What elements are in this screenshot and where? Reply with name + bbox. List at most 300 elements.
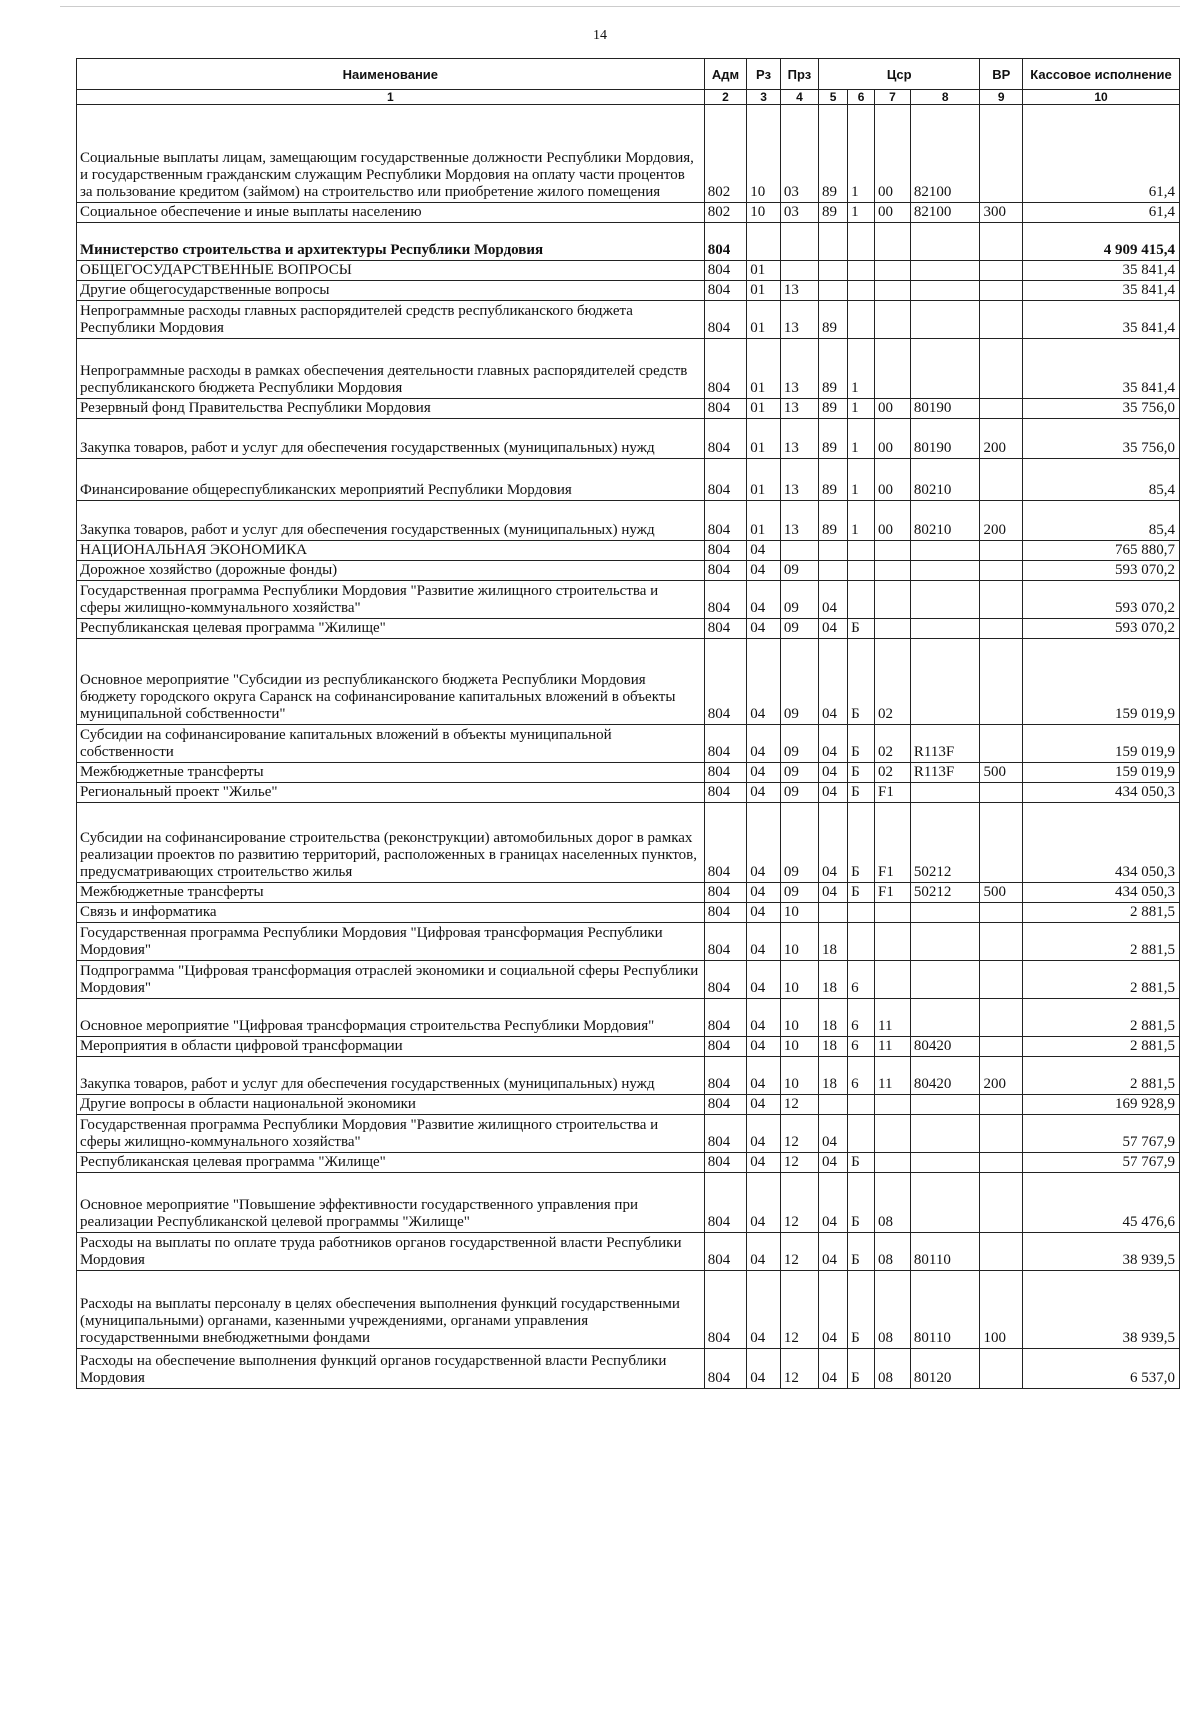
row-csr-program xyxy=(819,261,848,281)
row-adm: 804 xyxy=(704,339,747,399)
row-name: Региональный проект "Жилье" xyxy=(77,783,705,803)
row-csr-program: 18 xyxy=(819,961,848,999)
row-rz: 01 xyxy=(747,261,781,281)
row-prz: 13 xyxy=(780,399,818,419)
row-csr-program: 89 xyxy=(819,501,848,541)
col-index: 9 xyxy=(980,90,1023,105)
row-rz: 04 xyxy=(747,581,781,619)
row-csr-direction: 80120 xyxy=(910,1349,980,1389)
row-rz: 01 xyxy=(747,281,781,301)
table-row xyxy=(77,1153,1180,1173)
row-vr xyxy=(980,1349,1023,1389)
row-prz: 10 xyxy=(780,1037,818,1057)
table-row xyxy=(77,1349,1180,1389)
row-csr-program: 89 xyxy=(819,203,848,223)
row-vr xyxy=(980,803,1023,883)
budget-table xyxy=(76,58,1180,1389)
row-rz: 01 xyxy=(747,301,781,339)
row-vr xyxy=(980,1037,1023,1057)
row-csr-direction xyxy=(910,1173,980,1233)
row-amount: 35 841,4 xyxy=(1023,301,1180,339)
row-csr-event: 02 xyxy=(875,639,911,725)
row-csr-direction xyxy=(910,561,980,581)
row-adm: 804 xyxy=(704,399,747,419)
row-amount: 35 841,4 xyxy=(1023,281,1180,301)
row-vr xyxy=(980,1173,1023,1233)
row-csr-program: 04 xyxy=(819,1271,848,1349)
row-csr-program: 04 xyxy=(819,581,848,619)
row-adm: 804 xyxy=(704,1349,747,1389)
row-csr-event: F1 xyxy=(875,883,911,903)
col-index: 10 xyxy=(1023,90,1180,105)
row-name: Расходы на обеспечение выполнения функций органов государственной власти Республики Мордовия xyxy=(77,1349,705,1389)
row-prz: 09 xyxy=(780,763,818,783)
row-prz xyxy=(780,541,818,561)
row-csr-event: F1 xyxy=(875,803,911,883)
table-row xyxy=(77,1173,1180,1233)
row-name: Межбюджетные трансферты xyxy=(77,883,705,903)
row-prz: 12 xyxy=(780,1233,818,1271)
row-csr-subprogram: Б xyxy=(848,803,875,883)
row-rz: 01 xyxy=(747,339,781,399)
row-prz xyxy=(780,261,818,281)
row-adm: 804 xyxy=(704,281,747,301)
row-csr-direction: 82100 xyxy=(910,203,980,223)
col-index: 6 xyxy=(848,90,875,105)
table-row xyxy=(77,301,1180,339)
row-csr-subprogram: 1 xyxy=(848,339,875,399)
row-vr: 200 xyxy=(980,1057,1023,1095)
row-rz: 04 xyxy=(747,883,781,903)
row-rz: 01 xyxy=(747,419,781,459)
row-vr xyxy=(980,1233,1023,1271)
row-rz: 01 xyxy=(747,399,781,419)
row-amount: 2 881,5 xyxy=(1023,923,1180,961)
table-row xyxy=(77,281,1180,301)
row-csr-subprogram: 1 xyxy=(848,419,875,459)
row-rz: 04 xyxy=(747,725,781,763)
row-rz: 01 xyxy=(747,501,781,541)
row-csr-subprogram: 1 xyxy=(848,459,875,501)
row-adm: 804 xyxy=(704,1037,747,1057)
row-adm: 804 xyxy=(704,1057,747,1095)
row-csr-direction: 80210 xyxy=(910,501,980,541)
row-vr xyxy=(980,459,1023,501)
row-csr-program xyxy=(819,1095,848,1115)
row-name: Межбюджетные трансферты xyxy=(77,763,705,783)
table-row xyxy=(77,961,1180,999)
row-csr-program: 18 xyxy=(819,923,848,961)
row-csr-direction: 80420 xyxy=(910,1037,980,1057)
row-csr-program: 04 xyxy=(819,883,848,903)
row-amount: 2 881,5 xyxy=(1023,1037,1180,1057)
row-name: Непрограммные расходы в рамках обеспечения деятельности главных распорядителей средств республиканского бюджета Республики Мордовия xyxy=(77,339,705,399)
row-csr-direction: 82100 xyxy=(910,105,980,203)
row-amount: 593 070,2 xyxy=(1023,581,1180,619)
row-csr-event: 00 xyxy=(875,203,911,223)
row-csr-event xyxy=(875,923,911,961)
row-name: Связь и информатика xyxy=(77,903,705,923)
table-body xyxy=(77,105,1180,1389)
row-adm: 804 xyxy=(704,1095,747,1115)
row-csr-direction: 80110 xyxy=(910,1271,980,1349)
row-prz: 12 xyxy=(780,1349,818,1389)
row-vr xyxy=(980,903,1023,923)
row-name: Другие общегосударственные вопросы xyxy=(77,281,705,301)
row-prz: 03 xyxy=(780,203,818,223)
row-csr-subprogram: Б xyxy=(848,639,875,725)
row-rz: 04 xyxy=(747,1271,781,1349)
row-name: Социальное обеспечение и иные выплаты населению xyxy=(77,203,705,223)
row-rz: 04 xyxy=(747,999,781,1037)
header-row xyxy=(77,59,1180,90)
table-row xyxy=(77,419,1180,459)
row-name: Субсидии на софинансирование капитальных вложений в объекты муниципальной собственности xyxy=(77,725,705,763)
row-prz: 10 xyxy=(780,961,818,999)
col-index: 3 xyxy=(747,90,781,105)
row-csr-subprogram xyxy=(848,1115,875,1153)
row-vr xyxy=(980,999,1023,1037)
row-adm: 804 xyxy=(704,783,747,803)
row-amount: 45 476,6 xyxy=(1023,1173,1180,1233)
row-amount: 38 939,5 xyxy=(1023,1233,1180,1271)
row-prz: 12 xyxy=(780,1153,818,1173)
row-adm: 804 xyxy=(704,961,747,999)
table-row xyxy=(77,105,1180,203)
row-csr-program xyxy=(819,281,848,301)
row-csr-event xyxy=(875,261,911,281)
table-row xyxy=(77,339,1180,399)
header-csr: Цср xyxy=(819,59,980,90)
row-amount: 35 756,0 xyxy=(1023,419,1180,459)
row-vr xyxy=(980,725,1023,763)
row-prz: 09 xyxy=(780,561,818,581)
row-csr-direction xyxy=(910,1115,980,1153)
row-csr-direction xyxy=(910,541,980,561)
row-rz: 04 xyxy=(747,803,781,883)
row-amount: 434 050,3 xyxy=(1023,803,1180,883)
row-adm: 804 xyxy=(704,803,747,883)
row-adm: 804 xyxy=(704,261,747,281)
row-amount: 61,4 xyxy=(1023,203,1180,223)
row-name: Расходы на выплаты персоналу в целях обеспечения выполнения функций государственными (муниципальными) органами, казенными учреждениями, органами управления государственными внебюджетными фондами xyxy=(77,1271,705,1349)
table-row xyxy=(77,261,1180,281)
row-csr-program: 89 xyxy=(819,459,848,501)
row-csr-subprogram xyxy=(848,581,875,619)
row-csr-direction xyxy=(910,281,980,301)
row-csr-program: 04 xyxy=(819,803,848,883)
row-csr-direction xyxy=(910,923,980,961)
row-name: Расходы на выплаты по оплате труда работников органов государственной власти Республики Мордовия xyxy=(77,1233,705,1271)
row-csr-event: 08 xyxy=(875,1173,911,1233)
col-index: 8 xyxy=(910,90,980,105)
row-vr: 200 xyxy=(980,419,1023,459)
row-csr-direction: 80420 xyxy=(910,1057,980,1095)
row-csr-direction xyxy=(910,619,980,639)
row-csr-program xyxy=(819,561,848,581)
row-csr-direction: 80190 xyxy=(910,399,980,419)
row-csr-direction xyxy=(910,581,980,619)
row-prz: 09 xyxy=(780,803,818,883)
row-csr-subprogram xyxy=(848,281,875,301)
row-vr xyxy=(980,1115,1023,1153)
row-prz: 09 xyxy=(780,883,818,903)
row-adm: 804 xyxy=(704,223,747,261)
row-csr-subprogram: Б xyxy=(848,783,875,803)
table-row xyxy=(77,501,1180,541)
row-amount: 593 070,2 xyxy=(1023,619,1180,639)
row-rz: 10 xyxy=(747,203,781,223)
row-csr-event: 00 xyxy=(875,459,911,501)
row-csr-direction xyxy=(910,301,980,339)
row-csr-program: 04 xyxy=(819,725,848,763)
row-name: Государственная программа Республики Мордовия "Развитие жилищного строительства и сферы жилищно-коммунального хозяйства" xyxy=(77,581,705,619)
row-csr-event: 08 xyxy=(875,1349,911,1389)
row-name: Республиканская целевая программа "Жилище" xyxy=(77,1153,705,1173)
row-rz: 04 xyxy=(747,1153,781,1173)
row-csr-direction xyxy=(910,783,980,803)
row-csr-event xyxy=(875,961,911,999)
table-row xyxy=(77,561,1180,581)
row-csr-event xyxy=(875,223,911,261)
row-name: Финансирование общереспубликанских мероприятий Республики Мордовия xyxy=(77,459,705,501)
row-csr-subprogram xyxy=(848,261,875,281)
row-adm: 804 xyxy=(704,1153,747,1173)
header-name: Наименование xyxy=(77,59,705,90)
row-prz: 10 xyxy=(780,999,818,1037)
row-name: Республиканская целевая программа "Жилище" xyxy=(77,619,705,639)
row-name: Субсидии на софинансирование строительства (реконструкции) автомобильных дорог в рамках реализации проектов по развитию территорий, расположенных в границах населенных пунктов, предусматривающих строительство жилья xyxy=(77,803,705,883)
row-csr-direction xyxy=(910,223,980,261)
row-amount: 2 881,5 xyxy=(1023,961,1180,999)
row-name: Закупка товаров, работ и услуг для обеспечения государственных (муниципальных) нужд xyxy=(77,1057,705,1095)
row-adm: 802 xyxy=(704,105,747,203)
row-csr-subprogram: Б xyxy=(848,1153,875,1173)
row-csr-program: 04 xyxy=(819,1349,848,1389)
row-adm: 804 xyxy=(704,903,747,923)
row-csr-program: 04 xyxy=(819,1115,848,1153)
row-csr-direction xyxy=(910,1153,980,1173)
row-vr xyxy=(980,223,1023,261)
row-rz: 04 xyxy=(747,1037,781,1057)
row-csr-event xyxy=(875,1095,911,1115)
row-prz: 09 xyxy=(780,581,818,619)
col-index: 5 xyxy=(819,90,848,105)
row-csr-subprogram: 6 xyxy=(848,999,875,1037)
row-rz: 04 xyxy=(747,783,781,803)
row-csr-subprogram xyxy=(848,903,875,923)
row-adm: 804 xyxy=(704,301,747,339)
row-csr-subprogram: Б xyxy=(848,883,875,903)
row-adm: 802 xyxy=(704,203,747,223)
row-vr xyxy=(980,301,1023,339)
row-amount: 159 019,9 xyxy=(1023,763,1180,783)
row-name: Подпрограмма "Цифровая трансформация отраслей экономики и социальной сферы Республики Мордовия" xyxy=(77,961,705,999)
row-prz: 09 xyxy=(780,619,818,639)
row-csr-subprogram xyxy=(848,223,875,261)
row-adm: 804 xyxy=(704,725,747,763)
row-vr xyxy=(980,639,1023,725)
row-name: Мероприятия в области цифровой трансформации xyxy=(77,1037,705,1057)
row-csr-subprogram: 1 xyxy=(848,105,875,203)
row-vr: 300 xyxy=(980,203,1023,223)
row-csr-subprogram: Б xyxy=(848,1173,875,1233)
row-prz: 10 xyxy=(780,1057,818,1095)
row-vr xyxy=(980,619,1023,639)
row-amount: 4 909 415,4 xyxy=(1023,223,1180,261)
column-index-row xyxy=(77,90,1180,105)
row-name: Дорожное хозяйство (дорожные фонды) xyxy=(77,561,705,581)
table-row xyxy=(77,883,1180,903)
row-csr-direction: R113F xyxy=(910,763,980,783)
row-csr-program xyxy=(819,903,848,923)
row-adm: 804 xyxy=(704,923,747,961)
row-csr-direction: 50212 xyxy=(910,803,980,883)
row-vr xyxy=(980,1095,1023,1115)
row-prz xyxy=(780,223,818,261)
row-rz: 04 xyxy=(747,1173,781,1233)
table-row xyxy=(77,999,1180,1037)
row-csr-direction: 80190 xyxy=(910,419,980,459)
row-prz: 13 xyxy=(780,339,818,399)
row-name: Резервный фонд Правительства Республики Мордовия xyxy=(77,399,705,419)
row-adm: 804 xyxy=(704,501,747,541)
row-rz: 04 xyxy=(747,961,781,999)
row-csr-program: 04 xyxy=(819,783,848,803)
row-csr-subprogram: 1 xyxy=(848,203,875,223)
row-csr-event xyxy=(875,619,911,639)
row-rz: 04 xyxy=(747,1095,781,1115)
row-csr-event: 00 xyxy=(875,105,911,203)
row-prz: 13 xyxy=(780,501,818,541)
row-name: Непрограммные расходы главных распорядителей средств республиканского бюджета Республики Мордовия xyxy=(77,301,705,339)
header-prz: Прз xyxy=(780,59,818,90)
row-prz: 03 xyxy=(780,105,818,203)
row-adm: 804 xyxy=(704,1271,747,1349)
table-row xyxy=(77,725,1180,763)
header-rz: Рз xyxy=(747,59,781,90)
row-name: Закупка товаров, работ и услуг для обеспечения государственных (муниципальных) нужд xyxy=(77,501,705,541)
row-vr xyxy=(980,281,1023,301)
row-amount: 38 939,5 xyxy=(1023,1271,1180,1349)
row-amount: 85,4 xyxy=(1023,501,1180,541)
table-row xyxy=(77,923,1180,961)
row-csr-program: 89 xyxy=(819,399,848,419)
row-csr-program: 04 xyxy=(819,763,848,783)
row-prz: 12 xyxy=(780,1115,818,1153)
row-csr-subprogram: Б xyxy=(848,619,875,639)
row-csr-event: 00 xyxy=(875,399,911,419)
col-index: 2 xyxy=(704,90,747,105)
row-amount: 2 881,5 xyxy=(1023,999,1180,1037)
row-name: Основное мероприятие "Субсидии из республиканского бюджета Республики Мордовия бюджету городского округа Саранск на софинансирование капитальных вложений в объекты муниципальной собственности" xyxy=(77,639,705,725)
table-row xyxy=(77,1095,1180,1115)
row-vr xyxy=(980,561,1023,581)
row-csr-program xyxy=(819,223,848,261)
row-csr-direction xyxy=(910,903,980,923)
row-vr: 500 xyxy=(980,763,1023,783)
row-prz: 13 xyxy=(780,281,818,301)
row-prz: 09 xyxy=(780,639,818,725)
row-rz: 04 xyxy=(747,619,781,639)
row-vr xyxy=(980,783,1023,803)
table-row xyxy=(77,903,1180,923)
row-csr-program: 04 xyxy=(819,619,848,639)
row-csr-event xyxy=(875,581,911,619)
row-vr: 500 xyxy=(980,883,1023,903)
row-rz: 04 xyxy=(747,763,781,783)
row-amount: 61,4 xyxy=(1023,105,1180,203)
row-csr-event: 08 xyxy=(875,1271,911,1349)
row-rz: 10 xyxy=(747,105,781,203)
row-prz: 13 xyxy=(780,419,818,459)
row-name: Основное мероприятие "Повышение эффективности государственного управления при реализации Республиканской целевой программы "Жилище" xyxy=(77,1173,705,1233)
row-csr-direction xyxy=(910,339,980,399)
row-name: Министерство строительства и архитектуры Республики Мордовия xyxy=(77,223,705,261)
header-adm: Адм xyxy=(704,59,747,90)
row-prz: 12 xyxy=(780,1173,818,1233)
table-row xyxy=(77,399,1180,419)
row-csr-direction: 80210 xyxy=(910,459,980,501)
row-csr-subprogram: Б xyxy=(848,1349,875,1389)
row-name: Государственная программа Республики Мордовия "Цифровая трансформация Республики Мордовия" xyxy=(77,923,705,961)
row-rz: 01 xyxy=(747,459,781,501)
header-amount: Кассовое исполнение xyxy=(1023,59,1180,90)
row-csr-program: 89 xyxy=(819,105,848,203)
row-vr xyxy=(980,399,1023,419)
row-csr-subprogram xyxy=(848,1095,875,1115)
row-csr-event: 02 xyxy=(875,725,911,763)
row-csr-subprogram: 1 xyxy=(848,399,875,419)
row-adm: 804 xyxy=(704,561,747,581)
row-csr-direction xyxy=(910,1095,980,1115)
row-adm: 804 xyxy=(704,999,747,1037)
row-name: Социальные выплаты лицам, замещающим государственные должности Республики Мордовия, и государственным гражданским служащим Республики Мордовия на оплату части процентов за пользование кредитом (займом) на строительство или приобретение жилого помещения xyxy=(77,105,705,203)
row-vr xyxy=(980,105,1023,203)
row-vr xyxy=(980,261,1023,281)
row-amount: 2 881,5 xyxy=(1023,1057,1180,1095)
row-amount: 57 767,9 xyxy=(1023,1115,1180,1153)
row-vr xyxy=(980,581,1023,619)
row-adm: 804 xyxy=(704,619,747,639)
row-csr-event: F1 xyxy=(875,783,911,803)
row-csr-event xyxy=(875,561,911,581)
row-csr-subprogram: 6 xyxy=(848,961,875,999)
table-row xyxy=(77,1037,1180,1057)
row-rz: 04 xyxy=(747,541,781,561)
row-csr-direction: R113F xyxy=(910,725,980,763)
row-csr-event: 00 xyxy=(875,501,911,541)
row-amount: 85,4 xyxy=(1023,459,1180,501)
row-adm: 804 xyxy=(704,541,747,561)
row-csr-program: 04 xyxy=(819,639,848,725)
header-vr: ВР xyxy=(980,59,1023,90)
row-csr-subprogram: Б xyxy=(848,763,875,783)
row-csr-program xyxy=(819,541,848,561)
row-csr-direction xyxy=(910,639,980,725)
row-csr-subprogram xyxy=(848,301,875,339)
row-adm: 804 xyxy=(704,763,747,783)
col-index: 4 xyxy=(780,90,818,105)
row-name: Закупка товаров, работ и услуг для обеспечения государственных (муниципальных) нужд xyxy=(77,419,705,459)
table-row xyxy=(77,1115,1180,1153)
row-prz: 12 xyxy=(780,1095,818,1115)
row-csr-subprogram xyxy=(848,541,875,561)
row-csr-program: 89 xyxy=(819,301,848,339)
row-amount: 169 928,9 xyxy=(1023,1095,1180,1115)
row-csr-event xyxy=(875,903,911,923)
row-adm: 804 xyxy=(704,419,747,459)
